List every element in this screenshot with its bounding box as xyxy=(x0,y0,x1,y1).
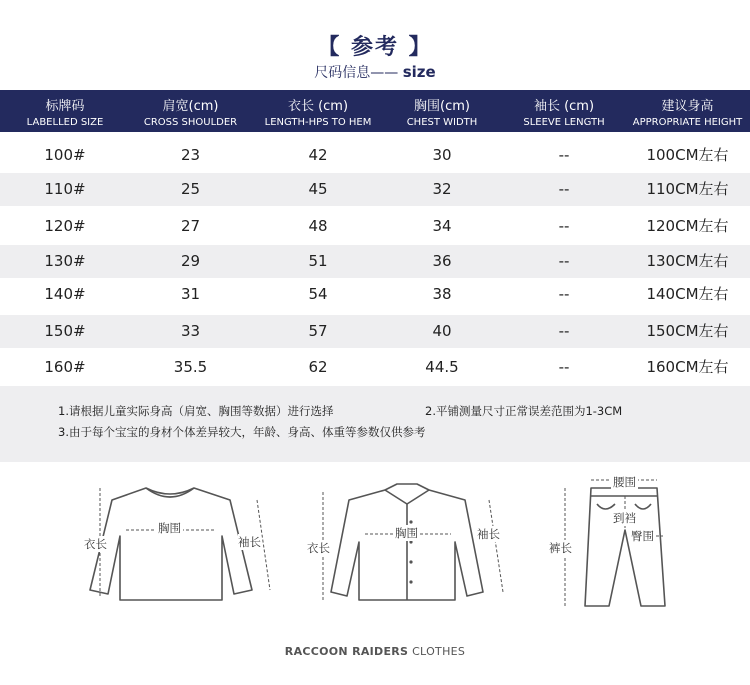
shirt-icon xyxy=(305,478,515,618)
table-row xyxy=(0,173,750,206)
cell-shoulder: 27 xyxy=(180,217,201,235)
header-cross-shoulder xyxy=(128,90,253,132)
cell-height: 130CM左右 xyxy=(646,252,729,270)
shirt-sleeve-label: 袖长 xyxy=(477,527,500,541)
cell-chest: 30 xyxy=(432,146,452,164)
shirt-diagram xyxy=(305,478,515,618)
cell-sleeve: -- xyxy=(558,252,570,270)
cell-sleeve: -- xyxy=(558,180,570,198)
cell-shoulder: 25 xyxy=(180,180,201,198)
header-appropriate-height xyxy=(625,90,750,132)
cell-length: 42 xyxy=(308,146,328,164)
page-title: 【 参考 】 xyxy=(317,35,433,60)
cell-chest: 34 xyxy=(432,217,452,235)
header-en: CHEST WIDTH xyxy=(406,117,478,128)
pants-hip-label: 臀围 xyxy=(631,529,654,543)
header-zh: 标牌码 xyxy=(45,99,85,114)
cell-size: 140# xyxy=(44,285,86,303)
table-row xyxy=(0,245,750,278)
cell-size: 130# xyxy=(44,252,86,270)
note-3: 3.由于每个宝宝的身材个体差异较大，年龄、身高、体重等参数仅供参考 xyxy=(58,425,426,439)
cell-sleeve: -- xyxy=(558,285,570,303)
cell-length: 48 xyxy=(308,217,328,235)
brand-suffix: CLOTHES xyxy=(408,645,466,658)
shirt-chest-label: 胸围 xyxy=(395,526,418,540)
brand-name: RACCOON RAIDERS xyxy=(284,645,409,658)
sweater-sleeve-label: 袖长 xyxy=(238,535,261,549)
cell-chest: 36 xyxy=(432,252,452,270)
cell-length: 51 xyxy=(308,252,328,270)
notes-panel xyxy=(0,386,750,462)
pants-waist-label: 腰围 xyxy=(613,475,636,489)
shirt-length-label: 衣长 xyxy=(307,541,330,555)
header-en: SLEEVE LENGTH xyxy=(523,117,605,128)
header-zh: 衣长 (cm) xyxy=(287,99,349,114)
cell-sleeve: -- xyxy=(558,146,570,164)
brand-footer xyxy=(0,645,750,658)
table-row xyxy=(0,278,750,311)
sweater-chest-label: 胸围 xyxy=(158,521,181,535)
header-sleeve-length xyxy=(501,90,627,132)
header-zh: 肩宽(cm) xyxy=(162,99,219,114)
cell-length: 62 xyxy=(308,358,328,376)
cell-shoulder: 35.5 xyxy=(173,358,208,376)
header-en: APPROPRIATE HEIGHT xyxy=(632,117,743,128)
cell-sleeve: -- xyxy=(558,217,570,235)
cell-height: 100CM左右 xyxy=(646,146,729,164)
subtitle-zh: 尺码信息—— xyxy=(314,65,403,81)
cell-size: 100# xyxy=(44,146,86,164)
cell-shoulder: 33 xyxy=(180,322,201,340)
cell-shoulder: 23 xyxy=(180,146,201,164)
cell-sleeve: -- xyxy=(558,358,570,376)
cell-height: 160CM左右 xyxy=(646,358,729,376)
table-row xyxy=(0,210,750,243)
sweater-length-label: 衣长 xyxy=(84,537,107,551)
cell-length: 45 xyxy=(308,180,328,198)
cell-chest: 32 xyxy=(432,180,452,198)
header-chest-width xyxy=(383,90,501,132)
cell-size: 110# xyxy=(44,180,86,198)
size-table-header xyxy=(0,90,750,132)
subtitle-en: size xyxy=(402,63,436,81)
cell-length: 54 xyxy=(308,285,328,303)
pants-length-label: 裤长 xyxy=(549,541,572,555)
header-en: LABELLED SIZE xyxy=(26,117,104,128)
cell-shoulder: 31 xyxy=(180,285,201,303)
cell-chest: 40 xyxy=(432,322,452,340)
header-length xyxy=(253,90,383,132)
note-2: 2.平铺测量尺寸正常误差范围为1-3CM xyxy=(425,404,623,418)
header-zh: 建议身高 xyxy=(661,99,714,114)
pants-rise-label: 到裆 xyxy=(613,511,636,525)
pants-diagram xyxy=(545,470,680,620)
cell-chest: 44.5 xyxy=(425,358,459,376)
cell-shoulder: 29 xyxy=(180,252,201,270)
cell-height: 110CM左右 xyxy=(646,180,729,198)
table-row xyxy=(0,351,750,384)
header-zh: 袖长 (cm) xyxy=(533,99,595,114)
table-row xyxy=(0,315,750,348)
cell-height: 140CM左右 xyxy=(646,285,729,303)
cell-size: 120# xyxy=(44,217,86,235)
sweater-diagram xyxy=(80,478,280,618)
cell-size: 150# xyxy=(44,322,86,340)
table-row xyxy=(0,139,750,172)
header-zh: 胸围(cm) xyxy=(414,99,470,114)
cell-length: 57 xyxy=(308,322,328,340)
note-1: 1.请根据儿童实际身高（肩宽、胸围等数据）进行选择 xyxy=(58,404,334,418)
header-labelled-size xyxy=(0,90,130,132)
cell-size: 160# xyxy=(44,358,86,376)
header-en: LENGTH-HPS TO HEM xyxy=(264,117,372,128)
cell-height: 150CM左右 xyxy=(646,322,729,340)
cell-chest: 38 xyxy=(432,285,452,303)
cell-sleeve: -- xyxy=(558,322,570,340)
header-en: CROSS SHOULDER xyxy=(143,117,238,128)
cell-height: 120CM左右 xyxy=(646,217,729,235)
page-subtitle xyxy=(0,62,750,82)
